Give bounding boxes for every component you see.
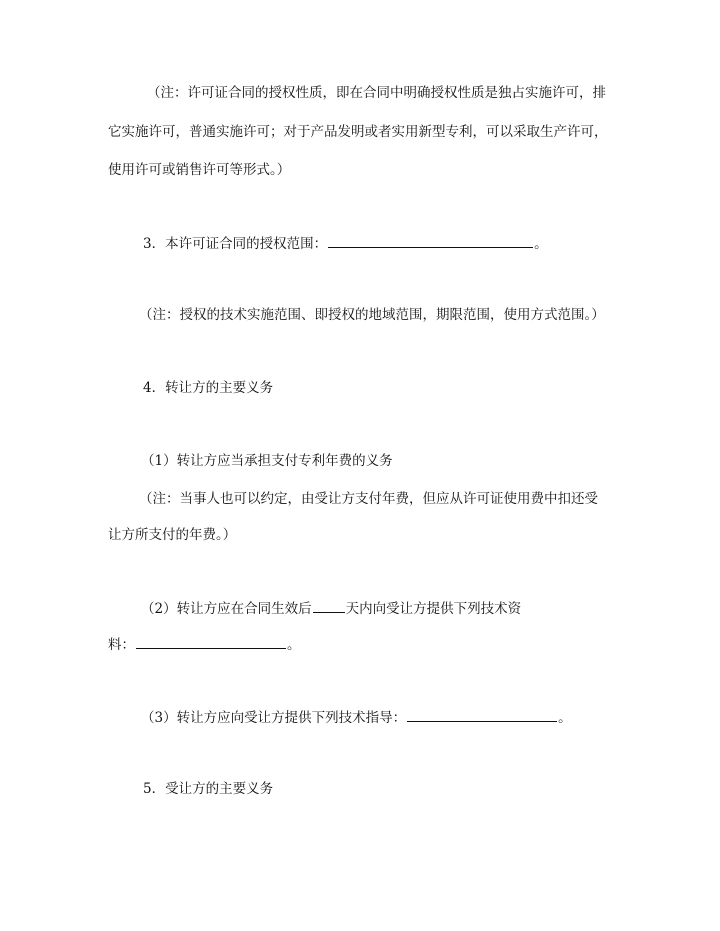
sub2-line1 bbox=[141, 598, 521, 618]
sub3-blank[interactable] bbox=[407, 707, 557, 722]
sub2-part1: （2）转让方应在合同生效后 bbox=[141, 601, 312, 617]
sub3-line bbox=[141, 707, 572, 727]
item4-title: 4．转让方的主要义务 bbox=[143, 380, 274, 396]
sub3-text: （3）转让方应向受让方提供下列技术指导： bbox=[141, 710, 407, 726]
note3-line1: （注：当事人也可以约定，由受让方支付年费，但应从许可证使用费中扣还受 bbox=[139, 491, 598, 507]
sub2-line2 bbox=[108, 634, 301, 654]
sub3-end: 。 bbox=[558, 710, 572, 726]
item5-title: 5．受让方的主要义务 bbox=[143, 781, 274, 797]
sub2-part2: 天内向受让方提供下列技术资 bbox=[345, 601, 522, 617]
note1-line2: 它实施许可，普通实施许可；对于产品发明或者实用新型专利，可以采取生产许可， bbox=[108, 124, 608, 140]
sub2-line2-start: 料： bbox=[108, 637, 135, 653]
note1-line3: 使用许可或销售许可等形式。） bbox=[108, 162, 291, 178]
sub2-materials-blank[interactable] bbox=[136, 634, 286, 649]
note1-line1: （注：许可证合同的授权性质，即在合同中明确授权性质是独占实施许可，排 bbox=[147, 85, 606, 101]
note2-line1: （注：授权的技术实施范围、即授权的地域范围，期限范围，使用方式范围。） bbox=[139, 307, 605, 323]
item3-line bbox=[143, 233, 548, 253]
item3-end: 。 bbox=[534, 236, 548, 252]
sub2-end: 。 bbox=[287, 637, 301, 653]
note3-line2: 让方所支付的年费。） bbox=[108, 527, 237, 543]
item3-label: 3．本许可证合同的授权范围： bbox=[143, 236, 328, 252]
item3-blank[interactable] bbox=[328, 233, 533, 248]
sub1-text: （1）转让方应当承担支付专利年费的义务 bbox=[141, 453, 393, 469]
sub2-days-blank[interactable] bbox=[313, 598, 345, 613]
